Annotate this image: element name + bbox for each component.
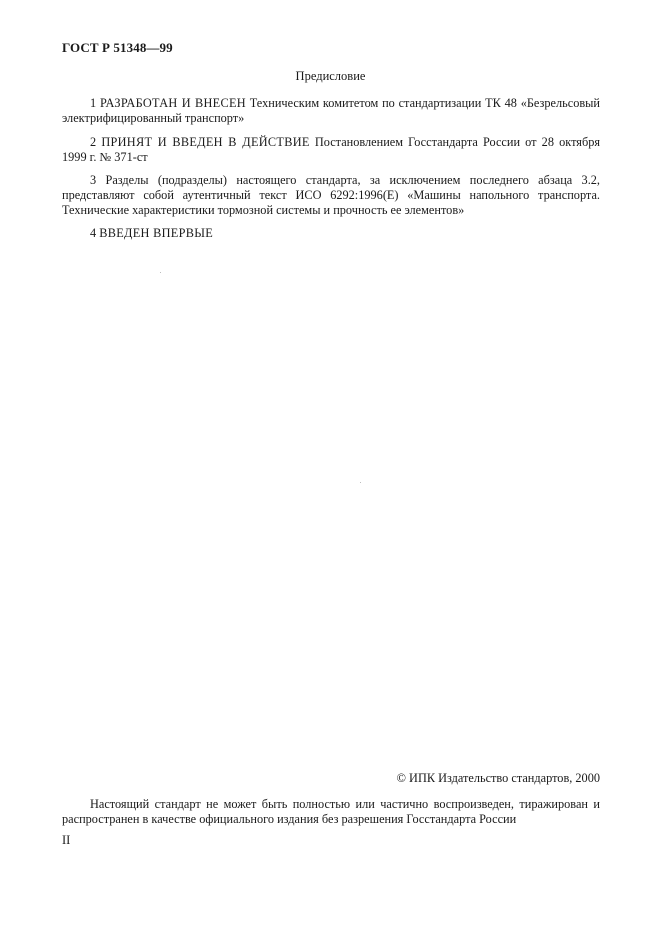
preface-item-3 <box>62 173 600 218</box>
preface-item-1 <box>62 96 600 126</box>
item-number: 1 <box>90 96 97 110</box>
document-id: ГОСТ Р 51348—99 <box>62 40 173 55</box>
item-number: 4 <box>90 226 97 240</box>
item-text: Техническим комитетом по стандартизации ТК 48 «Безрельсовый электрифицированный транспорт» <box>62 96 600 125</box>
scan-speck <box>160 272 161 273</box>
item-number: 2 <box>90 135 97 149</box>
preface-item-2 <box>62 135 600 165</box>
item-caps-phrase: ПРИНЯТ И ВВЕДЕН В ДЕЙСТВИЕ <box>101 135 310 149</box>
page-number: II <box>62 833 71 847</box>
item-text: Постановлением Госстандарта России от 28 октября 1999 г. № 371-ст <box>62 135 601 164</box>
reproduction-notice: Настоящий стандарт не может быть полностью или частично воспроизведен, тиражирован и распространен в качестве официального издания без разрешения Госстандарта России <box>62 797 600 826</box>
item-caps-phrase: РАЗРАБОТАН И ВНЕСЕН <box>99 96 246 110</box>
copyright-line: © ИПК Издательство стандартов, 2000 <box>396 771 600 785</box>
item-text: Разделы (подразделы) настоящего стандарта, за исключением последнего абзаца 3.2, представляют собой аутентичный текст ИСО 6292:1996(Е) «Машины напольного транспорта. Технические характеристики тормозной системы и прочность ее элементов» <box>62 173 601 217</box>
item-caps-phrase: ВВЕДЕН ВПЕРВЫЕ <box>99 226 214 240</box>
preface-item-4 <box>62 226 600 241</box>
preface-title: Предисловие <box>295 69 366 83</box>
item-number: 3 <box>90 173 97 187</box>
scan-speck <box>360 482 361 483</box>
